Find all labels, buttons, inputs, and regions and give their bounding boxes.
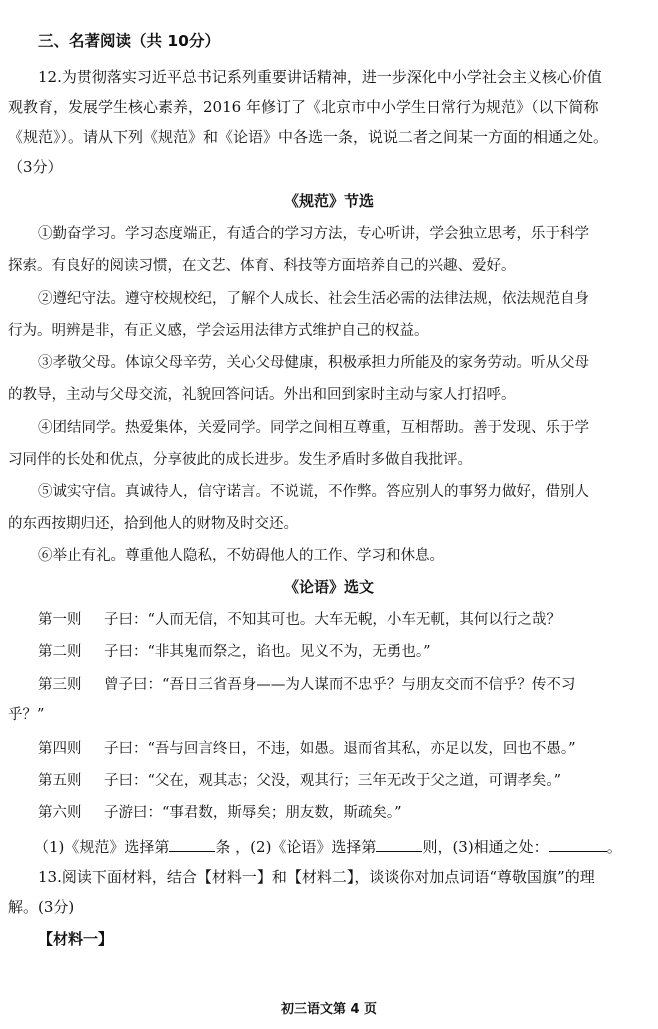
- guifan-line-2: 探索。有良好的阅读习惯，在文艺、体育、科技等方面培养自己的兴趣、爱好。: [8, 258, 516, 274]
- guifan-line-4: 行为。明辨是非，有正义感，学会运用法律方式维护自己的权益。: [8, 323, 429, 339]
- q12-line-2: 观教育，发展学生核心素养，2016 年修订了《北京市中小学生日常行为规范》（以下简称: [8, 98, 599, 116]
- q12-line-3: 《规范》）。请从下列《规范》和《论语》中各选一条，说说二者之间某一方面的相通之处。: [8, 128, 609, 146]
- lunyu-item-text: 子曰：“父在，观其志；父没，观其行；三年无改于父之道，可谓孝矣。”: [104, 773, 562, 789]
- lunyu-item-2: [38, 642, 431, 662]
- lunyu-item-label: 第四则: [38, 741, 82, 757]
- lunyu-item-text: 子游曰：“事君数，斯辱矣；朋友数，斯疏矣。”: [104, 805, 402, 821]
- answer-part-4: 。: [606, 838, 622, 856]
- lunyu-item-label: 第一则: [38, 612, 82, 628]
- guifan-line-11: ⑥举止有礼。尊重他人隐私，不妨碍他人的工作、学习和休息。: [38, 548, 444, 564]
- answer-part-2: 条 ，(2)《论语》选择第: [215, 838, 377, 856]
- lunyu-item-text: 曾子曰：“吾日三省吾身——为人谋而不忠乎？与朋友交而不信乎？传不习: [104, 677, 576, 693]
- lunyu-item-text: 子曰：“非其鬼而祭之，谄也。见义不为，无勇也。”: [104, 644, 431, 660]
- guifan-line-8: 习同伴的长处和优点，分享彼此的成长进步。发生矛盾时多做自我批评。: [8, 452, 472, 468]
- guifan-line-6: 的教导，主动与父母交流，礼貌回答问话。外出和回到家时主动与家人打招呼。: [8, 387, 516, 403]
- answer-line: [34, 836, 622, 857]
- guifan-line-10: 的东西按期归还，拾到他人的财物及时交还。: [8, 516, 298, 532]
- lunyu-item-1: [38, 610, 561, 630]
- q12-line-4: （3分）: [8, 158, 63, 176]
- q12-line-1: 12.为贯彻落实习近平总书记系列重要讲话精神，进一步深化中小学社会主义核心价值: [38, 68, 602, 86]
- lunyu-item-6: [38, 803, 402, 823]
- guifan-line-5: ③孝敬父母。体谅父母辛劳，关心父母健康，积极承担力所能及的家务劳动。听从父母: [38, 355, 589, 371]
- answer-part-3: 则，(3)相通之处：: [422, 838, 549, 856]
- answer-blank-lunyu[interactable]: [376, 836, 422, 852]
- answer-blank-common[interactable]: [549, 836, 607, 852]
- material-one-label: 【材料一】: [38, 930, 114, 948]
- lunyu-item-5: [38, 771, 561, 791]
- guifan-line-9: ⑤诚实守信。真诚待人，信守诺言。不说谎，不作弊。答应别人的事努力做好，借别人: [38, 484, 589, 500]
- lunyu-item-3: [38, 675, 575, 695]
- answer-part-1: （1)《规范》选择第: [34, 838, 170, 856]
- answer-blank-guifan[interactable]: [169, 836, 215, 852]
- guifan-title: 《规范》节选: [283, 192, 374, 210]
- lunyu-item-text: 子曰：“吾与回言终日，不违，如愚。退而省其私，亦足以发，回也不愚。”: [104, 741, 576, 757]
- section-heading: 三、名著阅读（共 10分）: [38, 32, 220, 50]
- q13-line-1: 13.阅读下面材料，结合【材料一】和【材料二】，谈谈你对加点词语“尊敬国旗”的理: [38, 868, 595, 886]
- page-footer: 初三语文第 4 页: [280, 1002, 378, 1017]
- lunyu-item-label: 第三则: [38, 677, 82, 693]
- guifan-line-7: ④团结同学。热爱集体，关爱同学。同学之间相互尊重，互相帮助。善于发现、乐于学: [38, 420, 589, 436]
- lunyu-item-text: 子曰：“人而无信，不知其可也。大车无輗，小车无軏，其何以行之哉？: [104, 612, 561, 628]
- lunyu-item-4: [38, 739, 576, 759]
- lunyu-item-label: 第五则: [38, 773, 82, 789]
- lunyu-item-label: 第二则: [38, 644, 82, 660]
- guifan-line-1: ①勤奋学习。学习态度端正，有适合的学习方法，专心听讲，学会独立思考，乐于科学: [38, 226, 589, 242]
- lunyu-item-3-continued: 乎？”: [8, 707, 45, 723]
- q13-line-2: 解。(3分): [8, 898, 75, 916]
- lunyu-title: 《论语》选文: [283, 578, 374, 596]
- lunyu-item-label: 第六则: [38, 805, 82, 821]
- guifan-line-3: ②遵纪守法。遵守校规校纪，了解个人成长、社会生活必需的法律法规，依法规范自身: [38, 291, 589, 307]
